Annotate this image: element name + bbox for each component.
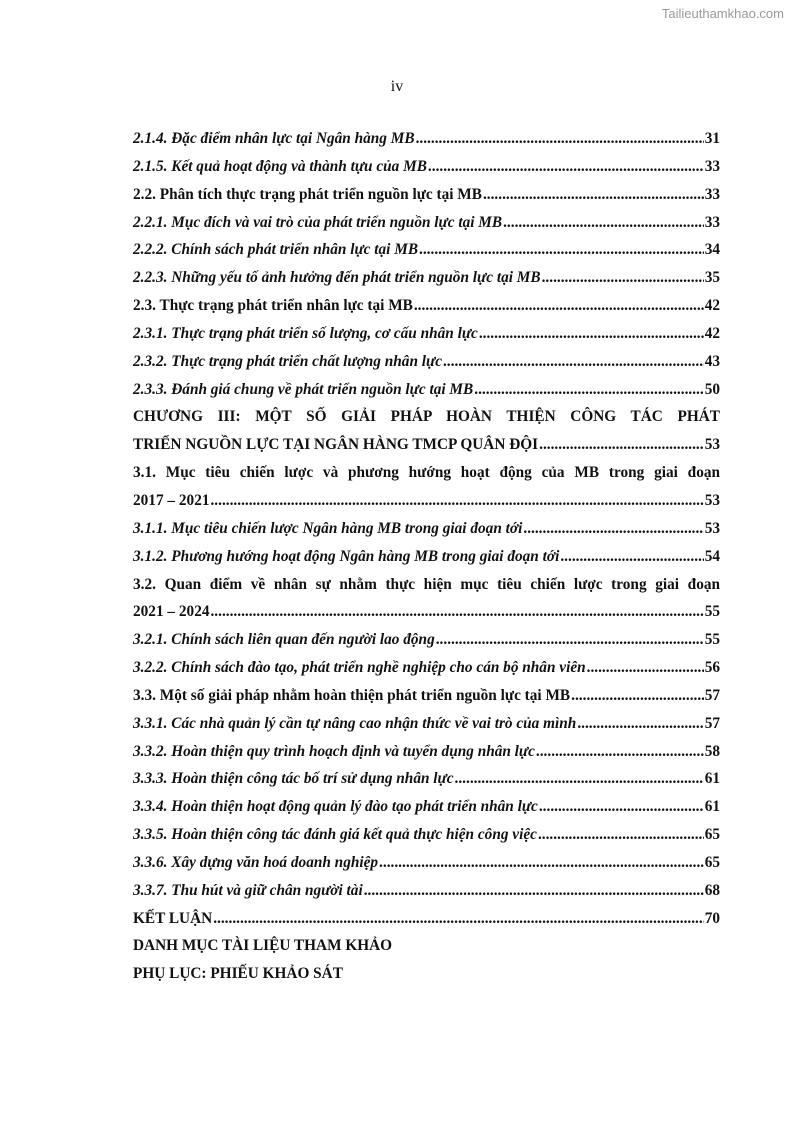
toc-entry-title: 2.3.3. Đánh giá chung về phát triển nguồn lực tại MB xyxy=(133,380,474,398)
toc-entry-title: PHỤ LỤC: PHIẾU KHẢO SÁT xyxy=(133,965,343,983)
toc-entry-title: 3.1.2. Phương hướng hoạt động Ngân hàng MB trong giai đoạn tới xyxy=(133,547,560,565)
dot-leader xyxy=(539,798,704,816)
toc-entry-title: TRIỂN NGUỒN LỰC TẠI NGÂN HÀNG TMCP QUÂN ĐỘI xyxy=(133,436,539,454)
toc-entry-page: 61 xyxy=(704,770,720,788)
toc-entry-title: 2.2.3. Những yếu tố ảnh hưởng đến phát triển nguồn lực tại MB xyxy=(133,269,541,287)
dot-leader xyxy=(416,130,704,148)
toc-entry-title: KẾT LUẬN xyxy=(133,909,213,927)
toc-entry-title: 2.3.2. Thực trạng phát triển chất lượng nhân lực xyxy=(133,352,442,370)
toc-entry xyxy=(133,965,720,993)
toc-entry-page: 55 xyxy=(704,631,720,649)
toc-entry-page: 54 xyxy=(704,547,720,565)
dot-leader xyxy=(577,715,703,733)
toc-entry xyxy=(133,492,720,520)
dot-leader xyxy=(536,743,704,761)
toc-entry-title: 3.2.1. Chính sách liên quan đến người lao động xyxy=(133,631,435,649)
toc-entry-page: 53 xyxy=(704,519,720,537)
toc-entry-title: 2.3.1. Thực trạng phát triển số lượng, cơ cấu nhân lực xyxy=(133,324,478,342)
dot-leader xyxy=(364,882,704,900)
toc-entry-title: 2021 – 2024 xyxy=(133,603,210,621)
page-number: iv xyxy=(390,78,404,95)
toc-entry xyxy=(133,631,720,659)
toc-entry xyxy=(133,269,720,297)
dot-leader xyxy=(538,826,704,844)
toc-entry-page: 35 xyxy=(704,269,720,287)
toc-entry-title: 3.2. Quan điểm về nhân sự nhằm thực hiện mục tiêu chiến lược trong giai đoạn xyxy=(133,575,720,593)
dot-leader xyxy=(479,325,704,343)
toc-entry xyxy=(133,882,720,910)
toc-entry xyxy=(133,241,720,269)
toc-entry-title: 3.3.5. Hoàn thiện công tác đánh giá kết quả thực hiện công việc xyxy=(133,826,537,844)
toc-entry xyxy=(133,408,720,436)
toc-entry-title: CHƯƠNG III: MỘT SỐ GIẢI PHÁP HOÀN THIỆN CÔNG TÁC PHÁT xyxy=(133,408,720,426)
dot-leader xyxy=(503,214,704,232)
toc-entry xyxy=(133,130,720,158)
toc-entry-title: 3.1.1. Mục tiêu chiến lược Ngân hàng MB trong giai đoạn tới xyxy=(133,519,523,537)
toc-entry xyxy=(133,297,720,325)
dot-leader xyxy=(571,687,704,705)
toc-entry-title: 3.3.7. Thu hút và giữ chân người tài xyxy=(133,881,363,899)
toc-entry xyxy=(133,520,720,548)
toc-entry xyxy=(133,910,720,938)
toc-entry xyxy=(133,715,720,743)
toc-entry xyxy=(133,576,720,604)
toc-entry-page: 65 xyxy=(704,853,720,871)
toc-entry xyxy=(133,381,720,409)
toc-entry xyxy=(133,436,720,464)
dot-leader xyxy=(210,492,703,510)
toc-entry-page: 33 xyxy=(704,157,720,175)
dot-leader xyxy=(587,659,704,677)
dot-leader xyxy=(542,269,704,287)
toc-entry-page: 61 xyxy=(704,798,720,816)
toc-entry xyxy=(133,186,720,214)
toc-entry xyxy=(133,937,720,965)
toc-entry-title: 2.1.5. Kết quả hoạt động và thành tựu của MB xyxy=(133,157,427,175)
toc-entry-page: 57 xyxy=(704,686,720,704)
toc-entry-page: 58 xyxy=(704,742,720,760)
toc-entry xyxy=(133,158,720,186)
toc-entry-page: 57 xyxy=(704,714,720,732)
toc-entry-title: 3.3.2. Hoàn thiện quy trình hoạch định và tuyển dụng nhân lực xyxy=(133,742,535,760)
toc-entry-page: 33 xyxy=(704,185,720,203)
toc-entry-title: 2.1.4. Đặc điểm nhân lực tại Ngân hàng MB xyxy=(133,130,415,147)
table-of-contents xyxy=(133,130,720,993)
toc-entry-title: 2.2. Phân tích thực trạng phát triển nguồn lực tại MB xyxy=(133,185,482,203)
dot-leader xyxy=(455,770,704,788)
toc-entry-page: 31 xyxy=(704,130,720,147)
toc-entry-title: 3.1. Mục tiêu chiến lược và phương hướng hoạt động của MB trong giai đoạn xyxy=(133,464,720,482)
toc-entry-title: DANH MỤC TÀI LIỆU THAM KHẢO xyxy=(133,937,393,955)
dot-leader xyxy=(474,381,703,399)
toc-entry-page: 34 xyxy=(704,241,720,259)
toc-entry-title: 2017 – 2021 xyxy=(133,491,210,509)
toc-entry xyxy=(133,464,720,492)
toc-entry xyxy=(133,743,720,771)
toc-entry xyxy=(133,214,720,242)
toc-entry-page: 68 xyxy=(704,881,720,899)
toc-entry-page: 42 xyxy=(704,297,720,315)
toc-entry xyxy=(133,798,720,826)
toc-entry xyxy=(133,687,720,715)
dot-leader xyxy=(213,910,704,928)
dot-leader xyxy=(539,436,704,454)
dot-leader xyxy=(414,297,704,315)
dot-leader xyxy=(379,854,704,872)
dot-leader xyxy=(560,548,703,566)
toc-entry-title: 2.3. Thực trạng phát triển nhân lực tại MB xyxy=(133,297,413,315)
toc-entry-title: 2.2.2. Chính sách phát triển nhân lực tại MB xyxy=(133,241,419,259)
toc-entry xyxy=(133,603,720,631)
toc-entry-page: 42 xyxy=(704,324,720,342)
toc-entry-title: 3.3.1. Các nhà quản lý cần tự nâng cao nhận thức về vai trò của mình xyxy=(133,714,577,732)
toc-entry xyxy=(133,826,720,854)
toc-entry xyxy=(133,659,720,687)
dot-leader xyxy=(419,241,704,259)
toc-entry-title: 3.3.4. Hoàn thiện hoạt động quản lý đào tạo phát triển nhân lực xyxy=(133,798,538,816)
toc-entry-title: 3.2.2. Chính sách đào tạo, phát triển nghề nghiệp cho cán bộ nhân viên xyxy=(133,659,586,677)
toc-entry-title: 3.3.6. Xây dựng văn hoá doanh nghiệp xyxy=(133,853,379,871)
toc-entry-title: 3.3. Một số giải pháp nhằm hoàn thiện phát triển nguồn lực tại MB xyxy=(133,686,571,704)
toc-entry-page: 33 xyxy=(704,213,720,231)
toc-entry-title: 3.3.3. Hoàn thiện công tác bố trí sử dụng nhân lực xyxy=(133,770,454,788)
dot-leader xyxy=(436,631,704,649)
toc-entry xyxy=(133,353,720,381)
toc-entry-page: 55 xyxy=(704,603,720,621)
toc-entry xyxy=(133,548,720,576)
dot-leader xyxy=(523,520,703,538)
toc-entry xyxy=(133,325,720,353)
toc-entry-page: 56 xyxy=(704,659,720,677)
toc-entry-title: 2.2.1. Mục đích và vai trò của phát triển nguồn lực tại MB xyxy=(133,213,503,231)
dot-leader xyxy=(443,353,704,371)
toc-entry-page: 50 xyxy=(704,380,720,398)
watermark: Tailieuthamkhao.com xyxy=(661,6,784,21)
dot-leader xyxy=(428,158,704,176)
toc-entry-page: 65 xyxy=(704,826,720,844)
toc-entry-page: 70 xyxy=(704,909,720,927)
dot-leader xyxy=(483,186,704,204)
toc-entry xyxy=(133,770,720,798)
toc-entry-page: 53 xyxy=(704,436,720,454)
toc-entry-page: 53 xyxy=(704,491,720,509)
toc-entry xyxy=(133,854,720,882)
toc-entry-page: 43 xyxy=(704,352,720,370)
dot-leader xyxy=(210,603,703,621)
